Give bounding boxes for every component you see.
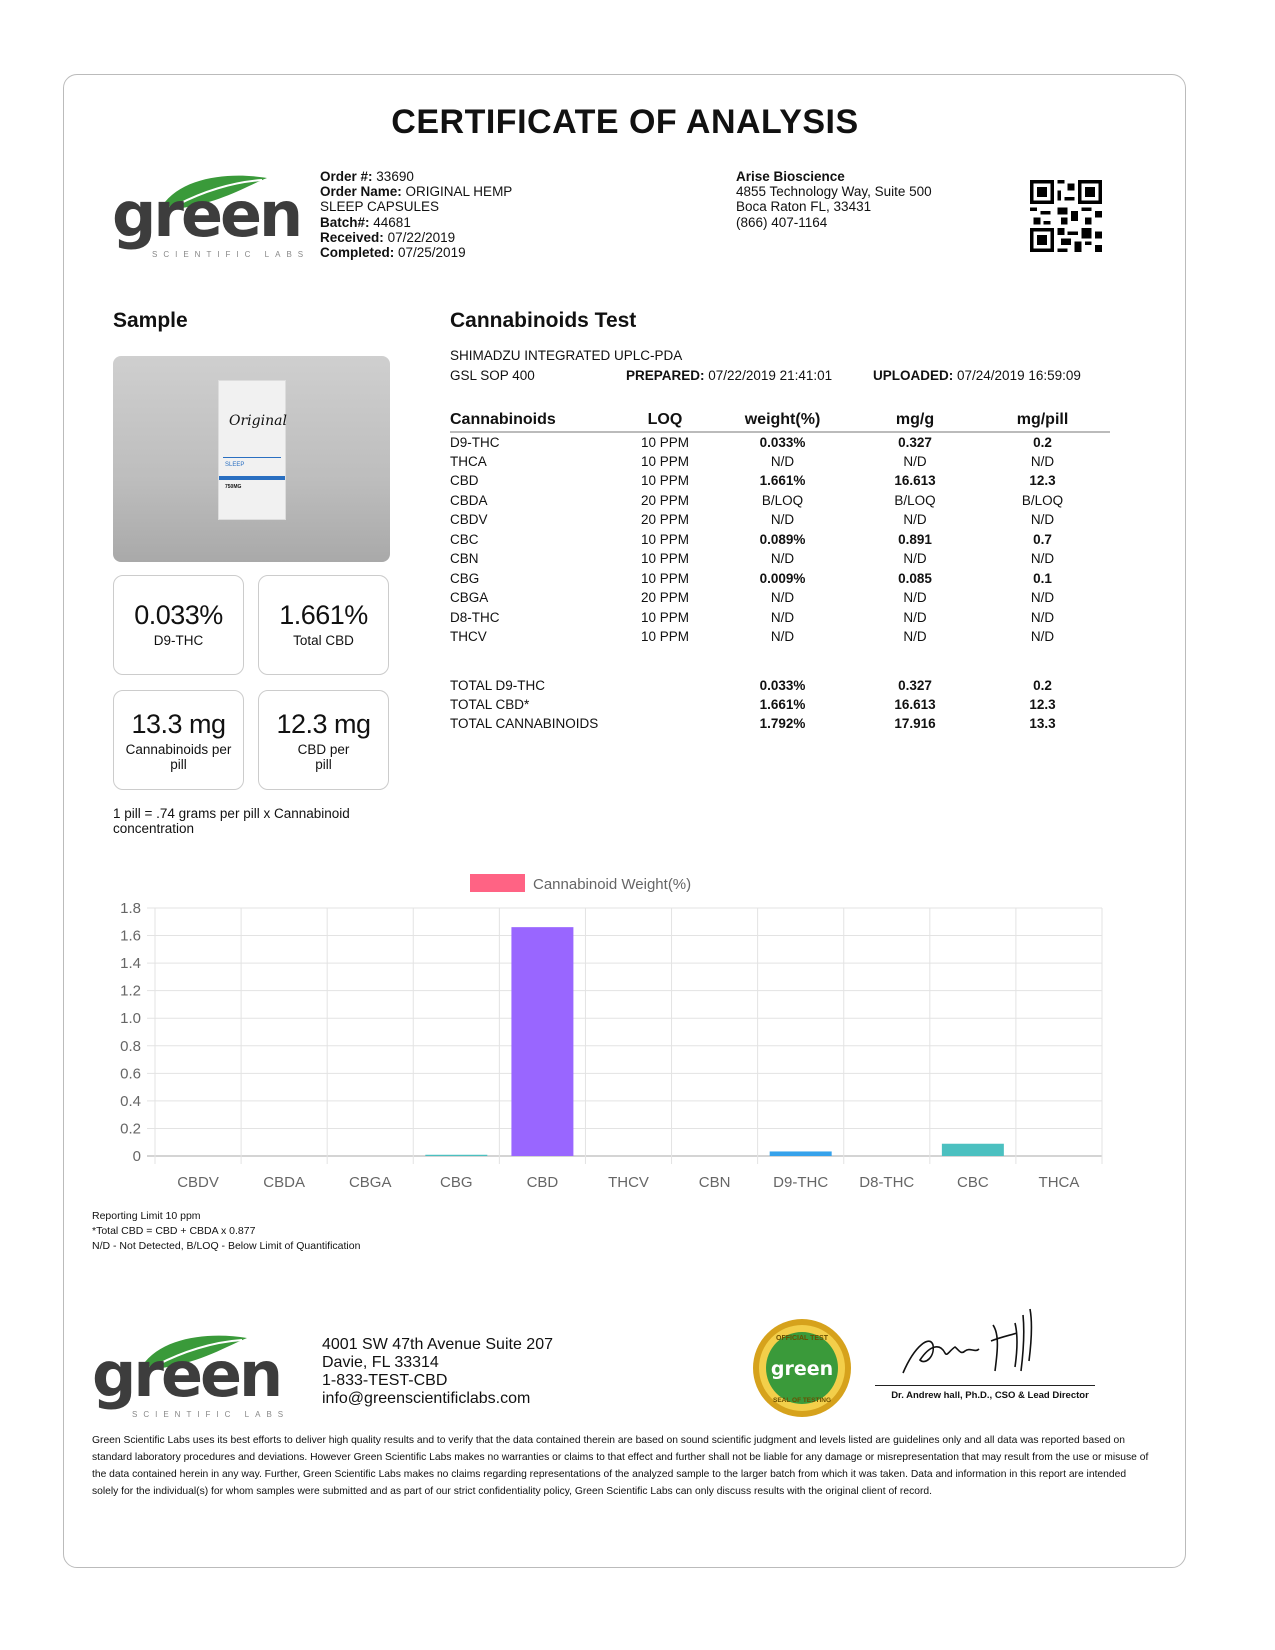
table-row [450,569,1110,589]
table-cell: N/D [770,453,795,469]
table-cell: 0.009% [759,570,806,586]
column-header: mg/pill [975,410,1110,432]
header-logo [112,170,312,260]
x-tick-label: THCV [608,1174,649,1191]
table-cell [620,676,710,695]
table-cell: B/LOQ [894,492,936,508]
pill-note: 1 pill = .74 grams per pill x Cannabinoid concentration [113,806,350,836]
disclaimer: Green Scientific Labs uses its best efforts to deliver high quality results and to verify that the data contained therein are based on sound scientific judgment and levels listed are guidelines only and all data was reported based on standard laboratory procedures and deviations. However Green Scientific Labs makes no warranties or claims to that effect and further shall not be liable for any damage or misrepresentation that may result from the use or misuse of the data contained herein in any way. Further, Green Scientific Labs makes no claims regarding representations of the analyzed sample to the larger batch from which it was taken. Data and information in this report are intended solely for the individual(s) for whom samples were submitted and as part of our strict confidentiality policy, Green Scientific Labs can only discuss results with the original client of record. [92,1435,1149,1497]
table-cell: N/D [1030,551,1055,567]
svg-text:SEAL OF TESTING: SEAL OF TESTING [772,1397,832,1404]
test-heading: Cannabinoids Test [450,309,637,332]
table-cell: 20 PPM [640,492,690,508]
table-cell: 10 PPM [640,629,690,645]
footnote-abbreviations: N/D - Not Detected, B/LOQ - Below Limit of Quantification [92,1240,361,1252]
table-cell: N/D [903,590,927,606]
table-row [450,452,1110,472]
cbd-per-pill-card: 12.3 mg CBD per pill [258,690,389,790]
table-cell: 0.2 [1033,434,1052,450]
y-tick-label: 0 [132,1148,141,1165]
order-name: ORIGINAL HEMP [405,184,513,200]
completed-date: 07/25/2019 [398,245,466,261]
order-details: Order #: 33690 Order Name: ORIGINAL HEMP SLEEP CAPSULES Batch#: 44681 Received: 07/22/2019 Completed: 07/25/2019 [320,169,513,261]
column-header: LOQ [620,410,710,432]
table-row [450,530,1110,550]
logo-subtitle: SCIENTIFIC LABS [132,1410,290,1419]
table-row [450,608,1110,628]
table-cell: 1.661% [759,473,806,489]
signature-line [875,1385,1095,1386]
sample-photo [113,356,390,562]
table-cell: 17.916 [894,716,936,731]
bar-cbc[interactable] [942,1144,1004,1156]
table-cell: N/D [903,512,927,528]
table-row [450,588,1110,608]
table-cell: 0.2 [1033,678,1052,693]
table-cell: D9-THC [450,434,500,450]
table-header [450,410,1110,432]
table-cell: 10 PPM [640,551,690,567]
y-tick-label: 1.2 [120,982,141,1000]
table-cell: 1.792% [759,716,806,731]
client-address1: 4855 Technology Way, Suite 500 [736,184,932,200]
lab-email[interactable]: info@greenscientificlabs.com [322,1390,531,1407]
table-cell: N/D [1030,629,1055,645]
logo-subtitle: SCIENTIFIC LABS [152,250,310,259]
sample-heading: Sample [113,309,188,332]
table-row [450,676,1110,695]
qr-code-icon[interactable] [1030,180,1102,252]
product-name: SLEEP [225,462,245,468]
table-cell: 16.613 [894,697,936,712]
table-cell: THCA [450,453,487,469]
product-box [218,380,286,520]
batch-number: 44681 [373,214,411,230]
footer-logo [92,1330,292,1420]
y-tick-label: 1.6 [120,927,141,945]
column-header: mg/g [855,410,975,432]
bar-cbg[interactable] [425,1155,487,1156]
bar-cbd[interactable] [511,927,573,1156]
d9-thc-card: 0.033% D9-THC [113,575,244,675]
table-cell: 20 PPM [640,590,690,606]
table-cell: 12.3 [1029,697,1056,712]
table-cell: N/D [1030,512,1055,528]
order-number: 33690 [376,169,414,184]
table-cell: 0.033% [759,678,806,693]
table-cell: N/D [903,453,927,469]
table-row [450,510,1110,530]
x-tick-label: CBDA [263,1174,305,1191]
table-cell: 10 PPM [640,609,690,625]
table-cell: 1.661% [759,697,806,712]
x-tick-label: D8-THC [859,1174,915,1191]
cannabinoids-table [450,410,1110,647]
signature [875,1305,1095,1385]
instrument: SHIMADZU INTEGRATED UPLC-PDA [450,348,683,363]
table-row [450,432,1110,452]
lab-phone: 1-833-TEST-CBD [322,1372,448,1389]
table-cell: 10 PPM [640,453,690,469]
table-cell: 13.3 [1029,716,1056,731]
table-row [450,549,1110,569]
totals-table [450,676,1110,733]
logo-wordmark: green [92,1338,281,1411]
page-title: CERTIFICATE OF ANALYSIS [391,103,859,141]
table-cell: CBGA [450,590,489,606]
lab-contact [322,1336,553,1408]
x-tick-label: CBC [957,1174,989,1191]
x-tick-label: THCA [1038,1174,1080,1191]
legend-label[interactable]: Cannabinoid Weight(%) [533,876,692,893]
x-tick-label: D9-THC [773,1174,829,1191]
table-cell: D8-THC [450,609,500,625]
lab-address2: Davie, FL 33314 [322,1354,439,1371]
table-cell: B/LOQ [761,492,804,508]
table-cell: 0.7 [1033,531,1052,547]
y-tick-label: 0.8 [120,1037,141,1055]
sop: GSL SOP 400 [450,368,535,383]
table-cell: 10 PPM [640,531,690,547]
lab-address1: 4001 SW 47th Avenue Suite 207 [322,1336,553,1353]
table-cell: CBN [450,551,479,567]
x-tick-label: CBDV [177,1174,219,1191]
x-tick-label: CBN [698,1174,731,1191]
y-tick-label: 1.4 [120,955,141,973]
logo-wordmark: green [112,178,301,251]
total-cbd-card: 1.661% Total CBD [258,575,389,675]
column-header: weight(%) [710,410,855,432]
y-tick-label: 1.0 [120,1010,141,1028]
cannabinoid-weight-chart [90,868,1110,1208]
footnotes [92,1209,360,1254]
table-row [450,471,1110,491]
table-cell: 20 PPM [640,512,690,528]
table-cell: N/D [903,551,927,567]
table-row [450,695,1110,714]
y-tick-label: 0.6 [120,1065,141,1083]
svg-text:green: green [770,1358,834,1380]
table-row [450,714,1110,733]
svg-text:OFFICIAL TEST: OFFICIAL TEST [776,1335,828,1342]
legend-swatch[interactable] [470,874,525,892]
table-cell: 10 PPM [640,570,690,586]
table-cell: 10 PPM [640,434,690,450]
table-cell: N/D [903,629,927,645]
table-cell: N/D [770,590,795,606]
table-cell: N/D [1030,590,1055,606]
uploaded-timestamp: UPLOADED: 07/24/2019 16:59:09 [873,368,1081,383]
x-tick-label: CBGA [348,1174,392,1191]
table-cell: 0.891 [898,531,932,547]
table-cell: TOTAL D9-THC [450,678,546,693]
table-cell: N/D [770,551,795,567]
bar-d9-thc[interactable] [770,1151,832,1156]
column-header: Cannabinoids [450,410,620,432]
table-cell: 10 PPM [640,473,690,489]
prepared-timestamp: PREPARED: 07/22/2019 21:41:01 [626,368,833,383]
y-tick-label: 0.4 [120,1092,141,1110]
table-cell: 12.3 [1029,473,1056,489]
client-details [736,169,932,230]
table-cell: 0.327 [898,434,932,450]
table-cell: TOTAL CANNABINOIDS [450,716,599,731]
footnote-reporting-limit: Reporting Limit 10 ppm [92,1210,201,1222]
table-cell: 0.1 [1033,570,1052,586]
table-cell: N/D [770,629,795,645]
table-cell: CBDA [450,492,488,508]
table-cell: N/D [770,512,795,528]
cannabinoids-per-pill-card: 13.3 mg Cannabinoids per pill [113,690,244,790]
table-cell [620,714,710,733]
table-cell: CBG [450,570,480,586]
client-phone: (866) 407-1164 [736,214,828,230]
table-cell: 0.327 [898,678,932,693]
client-address2: Boca Raton FL, 33431 [736,199,872,215]
table-row [450,491,1110,511]
table-cell: B/LOQ [1021,492,1064,508]
table-cell: N/D [903,609,927,625]
table-cell: N/D [1030,609,1055,625]
x-tick-label: CBD [526,1174,559,1191]
y-tick-label: 0.2 [120,1120,141,1138]
footnote-total-cbd: *Total CBD = CBD + CBDA x 0.877 [92,1225,256,1237]
table-cell: 0.089% [759,531,806,547]
table-cell: 0.085 [898,570,932,586]
client-name: Arise Bioscience [736,169,845,184]
table-cell: TOTAL CBD* [450,697,530,712]
table-cell: N/D [1030,453,1055,469]
x-tick-label: CBG [440,1174,473,1191]
table-cell: CBC [450,531,479,547]
order-name-line2: SLEEP CAPSULES [320,199,440,215]
product-strength: 750MG [225,484,242,490]
table-cell [620,695,710,714]
signatory-name: Dr. Andrew hall, Ph.D., CSO & Lead Director [891,1390,1089,1401]
official-seal-icon [752,1318,852,1418]
y-tick-label: 1.8 [120,900,141,917]
table-cell: N/D [770,609,795,625]
received-date: 07/22/2019 [387,229,456,245]
table-cell: 16.613 [894,473,936,489]
table-cell: THCV [450,629,487,645]
product-brand: Original [229,413,287,429]
table-row [450,627,1110,647]
table-cell: CBDV [450,512,488,528]
table-cell: 0.033% [759,434,806,450]
table-cell: CBD [450,473,479,489]
